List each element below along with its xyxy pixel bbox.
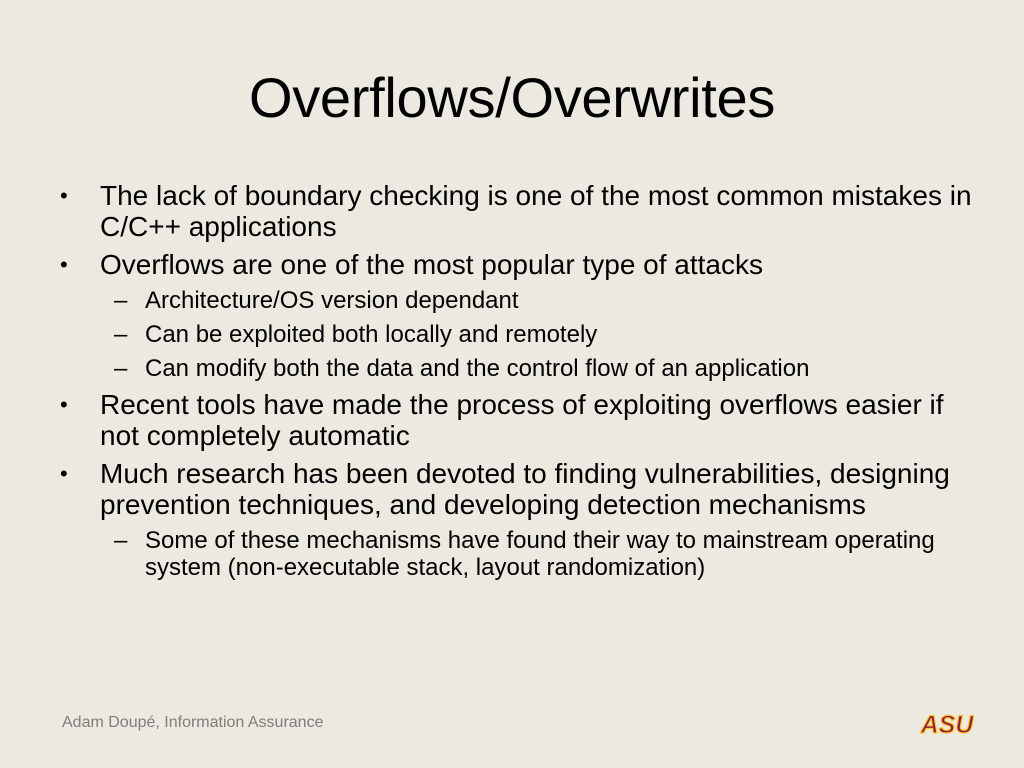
bullet-text: Recent tools have made the process of exploiting overflows easier if not completely automatic xyxy=(100,389,944,451)
bullet-text: Much research has been devoted to finding vulnerabilities, designing prevention techniques, and developing detection mechanisms xyxy=(100,458,950,520)
slide-content xyxy=(56,180,976,588)
bullet-item xyxy=(56,249,976,280)
bullet-item xyxy=(56,180,976,242)
footer-credit: Adam Doupé, Information Assurance xyxy=(62,714,324,731)
sub-bullet-marker: – xyxy=(114,287,128,314)
sub-bullet-text: Architecture/OS version dependant xyxy=(145,287,519,314)
bullet-item xyxy=(56,389,976,451)
sub-bullet-text: Can be exploited both locally and remotely xyxy=(145,321,598,348)
bullet-item xyxy=(56,458,976,520)
bullet-text: Overflows are one of the most popular type of attacks xyxy=(100,249,764,280)
asu-logo-icon xyxy=(920,710,974,738)
sub-bullet-marker: – xyxy=(114,355,128,382)
sub-bullet-text: Some of these mechanisms have found their way to mainstream operating system (non-executable stack, layout randomization) xyxy=(145,527,935,581)
bullet-marker: • xyxy=(60,461,68,486)
sub-bullet-item xyxy=(56,287,976,314)
sub-bullet-item xyxy=(56,527,976,581)
bullet-marker: • xyxy=(60,392,68,417)
sub-bullet-marker: – xyxy=(114,321,128,348)
sub-bullet-item xyxy=(56,355,976,382)
bullet-marker: • xyxy=(60,252,68,277)
sub-bullet-marker: – xyxy=(114,527,128,554)
sub-bullet-text: Can modify both the data and the control flow of an application xyxy=(145,355,810,382)
slide-title: Overflows/Overwrites xyxy=(248,66,776,129)
bullet-text: The lack of boundary checking is one of the most common mistakes in C/C++ applications xyxy=(100,180,972,242)
asu-logo-text: ASU xyxy=(920,711,974,738)
bullet-marker: • xyxy=(60,183,68,208)
sub-bullet-item xyxy=(56,321,976,348)
